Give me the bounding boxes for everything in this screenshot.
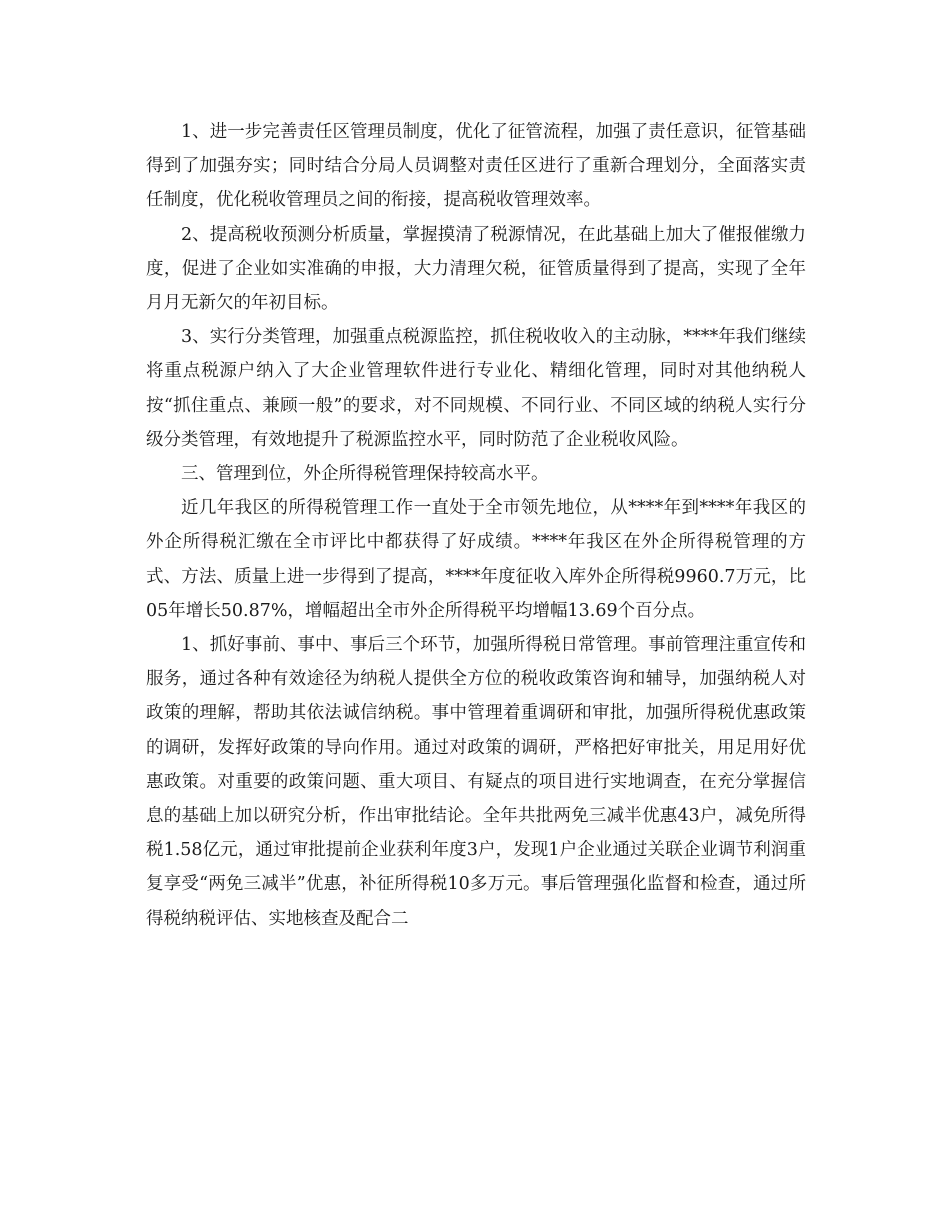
paragraph-4: 近几年我区的所得税管理工作一直处于全市领先地位，从****年到****年我区的外企所得税汇缴在全市评比中都获得了好成绩。****年我区在外企所得税管理的方式、方法、质量上进一步得到了提高，****年度征收入库外企所得税9960.7万元，比05年增长50.87%，增幅超出全市外企所得税平均增幅13.69个百分点。 <box>146 498 806 621</box>
document-body <box>146 115 806 936</box>
section-heading: 三、管理到位，外企所得税管理保持较高水平。 <box>181 464 549 485</box>
paragraph-1: 1、进一步完善责任区管理员制度，优化了征管流程，加强了责任意识，征管基础得到了加强夯实；同时结合分局人员调整对责任区进行了重新合理划分，全面落实责任制度，优化税收管理员之间的衔接，提高税收管理效率。 <box>146 122 806 211</box>
paragraph-5: 1、抓好事前、事中、事后三个环节，加强所得税日常管理。事前管理注重宣传和服务，通过各种有效途径为纳税人提供全方位的税收政策咨询和辅导，加强纳税人对政策的理解，帮助其依法诚信纳税。事中管理着重调研和审批，加强所得税优惠政策的调研，发挥好政策的导向作用。通过对政策的调研，严格把好审批关，用足用好优惠政策。对重要的政策问题、重大项目、有疑点的项目进行实地调查，在充分掌握信息的基础上加以研究分析，作出审批结论。全年共批两免三减半优惠43户，减免所得税1.58亿元，通过审批提前企业获利年度3户，发现1户企业通过关联企业调节利润重复享受“两免三减半”优惠，补征所得税10多万元。事后管理强化监督和检查，通过所得税纳税评估、实地核查及配合二 <box>146 635 806 929</box>
paragraph-3: 3、实行分类管理，加强重点税源监控，抓住税收收入的主动脉，****年我们继续将重点税源户纳入了大企业管理软件进行专业化、精细化管理，同时对其他纳税人按“抓住重点、兼顾一般”的要求，对不同规模、不同行业、不同区域的纳税人实行分级分类管理，有效地提升了税源监控水平，同时防范了企业税收风险。 <box>146 327 806 450</box>
paragraph-2: 2、提高税收预测分析质量，掌握摸清了税源情况，在此基础上加大了催报催缴力度，促进了企业如实准确的申报，大力清理欠税，征管质量得到了提高，实现了全年月月无新欠的年初目标。 <box>146 224 806 314</box>
